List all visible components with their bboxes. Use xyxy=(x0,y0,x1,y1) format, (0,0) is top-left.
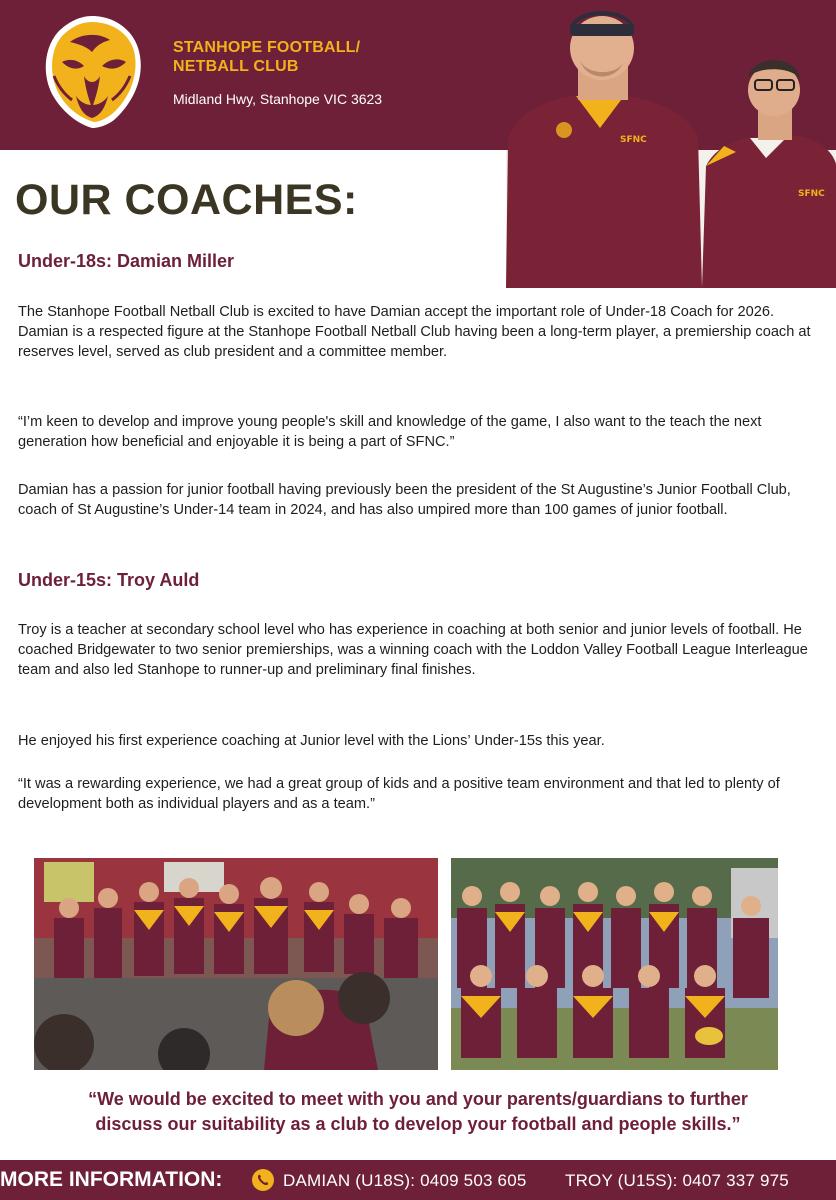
coach-quote: “It was a rewarding experience, we had a great group of kids and a positive team environment and that led to plenty of development both as individual players and as a team.” xyxy=(18,776,780,812)
club-name-line-1: STANHOPE FOOTBALL/ xyxy=(173,39,361,56)
coach-quote: “I’m keen to develop and improve young people's skill and knowledge of the game, I also want to the teach the next generation how beneficial and enjoyable it is being a part of SFNC.” xyxy=(18,414,762,450)
team-group-photo xyxy=(451,858,778,1070)
svg-text:SFNC: SFNC xyxy=(620,135,647,145)
contact-damian[interactable]: DAMIAN (U18S): 0409 503 605 xyxy=(283,1171,527,1190)
closing-quote-line-2: discuss our suitability as a club to develop your football and people skills.” xyxy=(95,1114,741,1134)
closing-quote xyxy=(0,1087,836,1137)
coach-paragraph: Troy is a teacher at secondary school level who has experience in coaching at both senior and junior levels of football. He coached Bridgewater to two senior premierships, was a winning coach with the Loddon Valley Football League Interleague team and also led Stanhope to runner-up and preliminary final finishes. xyxy=(18,622,808,678)
coach-paragraph: Damian has a passion for junior football having previously been the president of the St Augustine’s Junior Football Club, coach of St Augustine’s Under-14 team in 2024, and has also umpired more than 100 games of junior football. xyxy=(18,482,791,518)
coach-heading-under-15s: Under-15s: Troy Auld xyxy=(18,570,200,590)
page-title: OUR COACHES: xyxy=(15,176,358,224)
footer-bar xyxy=(0,1160,836,1200)
footer-label: MORE INFORMATION: xyxy=(0,1168,223,1191)
club-name-line-2: NETBALL CLUB xyxy=(173,58,299,75)
lion-head-logo-icon xyxy=(40,12,144,130)
phone-icon xyxy=(252,1169,274,1191)
closing-quote-line-1: “We would be excited to meet with you and your parents/guardians to further xyxy=(88,1089,748,1109)
svg-text:SFNC: SFNC xyxy=(798,189,825,199)
coaches-photo xyxy=(506,0,836,288)
coach-paragraph: He enjoyed his first experience coaching at Junior level with the Lions’ Under-15s this year. xyxy=(18,733,605,749)
coach-heading-under-18s: Under-18s: Damian Miller xyxy=(18,251,235,271)
club-address: Midland Hwy, Stanhope VIC 3623 xyxy=(173,91,383,107)
contact-troy[interactable]: TROY (U15S): 0407 337 975 xyxy=(565,1171,789,1190)
team-huddle-photo xyxy=(34,858,438,1070)
club-name xyxy=(173,38,360,76)
coach-paragraph: The Stanhope Football Netball Club is excited to have Damian accept the important role of Under-18 Coach for 2026. Damian is a respected figure at the Stanhope Football Netball Club having been a long-term player, a premiership coach at reserves level, served as club president and a committee member. xyxy=(18,304,811,360)
